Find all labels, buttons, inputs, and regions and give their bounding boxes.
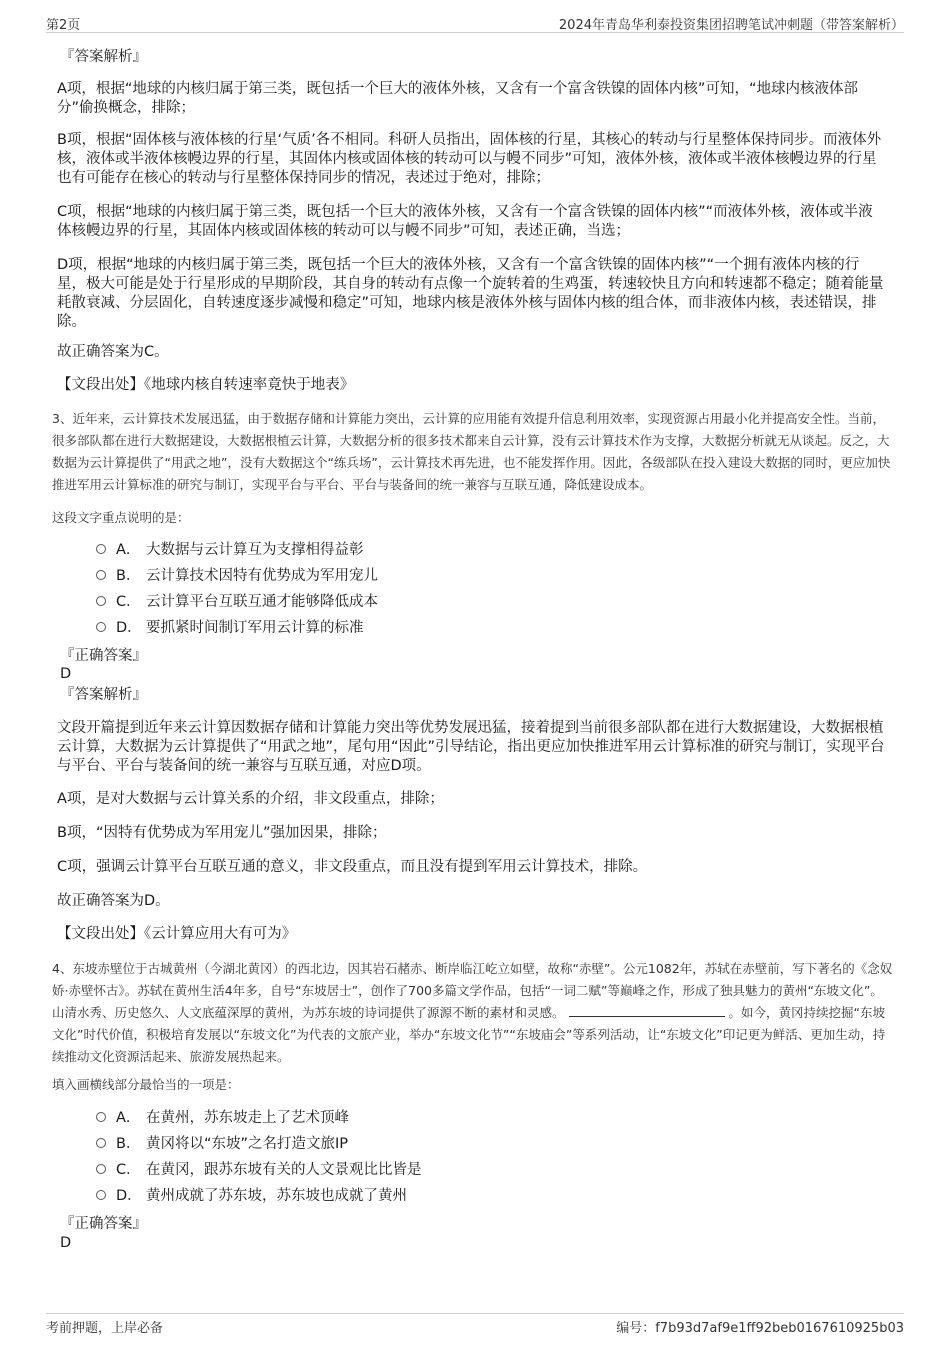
analysis-paragraph-b: B项，“因特有优势成为军用宠儿”强加因果，排除； <box>57 825 387 841</box>
analysis-paragraph-b: B项，根据“固体核与液体核的行星‘气质’各不相同。科研人员指出，固体核的行星，其核心的转动与行星整体保持同步。而液体外核，液体或半液体核幔边界的行星，其固体内核或固体核的转动可以与幔不同步”可知，液体外核，液体或半液体核幔边界的行星也有可能存在核心的转动与行星整体保持同步的情况，表述过于绝对，排除； <box>57 132 882 186</box>
question-stem: 填入画横线部分最恰当的一项是： <box>52 1077 240 1092</box>
analysis-mark: 『答案解析』 <box>60 49 147 65</box>
option-c[interactable]: C． 在黄冈，跟苏东坡有关的人文景观比比皆是 <box>96 1160 422 1180</box>
radio-icon[interactable] <box>96 1190 106 1200</box>
option-a[interactable]: A． 在黄州，苏东坡走上了艺术顶峰 <box>96 1108 349 1128</box>
document-code: 编号：f7b93d7af9e1ff92beb0167610925b03 <box>616 1321 904 1336</box>
option-d[interactable]: D． 要抓紧时间制订军用云计算的标准 <box>96 618 364 638</box>
conclusion: 故正确答案为D。 <box>57 893 170 909</box>
source-citation: 【文段出处】《云计算应用大有可为》 <box>57 926 297 942</box>
answer-value: D <box>60 666 72 682</box>
answer-value: D <box>60 1235 72 1251</box>
answer-mark: 『正确答案』 <box>60 648 147 664</box>
radio-icon[interactable] <box>96 1138 106 1148</box>
option-c[interactable]: C． 云计算平台互联互通才能够降低成本 <box>96 592 378 612</box>
analysis-mark: 『答案解析』 <box>60 687 147 703</box>
radio-icon[interactable] <box>96 622 106 632</box>
page-footer <box>46 1313 904 1334</box>
analysis-paragraph-a: A项，是对大数据与云计算关系的介绍，非文段重点，排除； <box>57 791 444 807</box>
question-passage: 4、东坡赤壁位于古城黄州（今湖北黄冈）的西北边，因其岩石赭赤、断岸临江屹立如壁，故称“赤壁”。公元1082年，苏轼在赤壁前，写下著名的《念奴娇·赤壁怀古》。苏轼在黄州生活4年多，自号“东坡居士”，创作了700多篇文学作品，包括“一词二赋”等巅峰之作，形成了独具魅力的黄州“东坡文化”。山清水秀、历史悠久、人文底蕴深厚的黄州，为苏东坡的诗词提供了源源不断的素材和灵感。 。如今，黄冈持续挖掘“东坡文化”时代价值，积极培育发展以“东坡文化”为代表的文旅产业，举办“东坡文化节”“东坡庙会”等系列活动，让“东坡文化”印记更为鲜活、更加生动，持续推动文化资源活起来、旅游发展热起来。 <box>52 961 893 1064</box>
option-b[interactable]: B． 云计算技术因特有优势成为军用宠儿 <box>96 566 378 586</box>
radio-icon[interactable] <box>96 570 106 580</box>
analysis-main: 文段开篇提到近年来云计算因数据存储和计算能力突出等优势发展迅猛，接着提到当前很多部队都在进行大数据建设，大数据根植云计算，大数据为云计算提供了“用武之地”，尾句用“因此”引导结论，指出更应加快推进军用云计算标准的研究与制订，实现平台与平台、平台与装备间的统一兼容与互联互通，对应D项。 <box>57 720 885 774</box>
option-b[interactable]: B． 黄冈将以“东坡”之名打造文旅IP <box>96 1134 348 1154</box>
page-header <box>46 12 904 33</box>
analysis-paragraph-d: D项，根据“地球的内核归属于第三类，既包括一个巨大的液体外核，又含有一个富含铁镍的固体内核”“一个拥有液体内核的行星，极大可能是处于行星形成的早期阶段，其自身的转动有点像一个旋转着的生鸡蛋，转速较快且方向和转速都不稳定；随着能量耗散衰减、分层固化，自转速度逐步减慢和稳定”可知，地球内核是液体外核与固体内核的组合体，而非液体内核，表述错误，排除。 <box>57 257 884 330</box>
radio-icon[interactable] <box>96 544 106 554</box>
radio-icon[interactable] <box>96 1112 106 1122</box>
footer-slogan: 考前押题，上岸必备 <box>46 1321 164 1336</box>
conclusion: 故正确答案为C。 <box>57 344 169 360</box>
analysis-paragraph-c: C项，强调云计算平台互联互通的意义，非文段重点，而且没有提到军用云计算技术，排除。 <box>57 859 648 875</box>
source-citation: 【文段出处】《地球内核自转速率竟快于地表》 <box>57 377 355 393</box>
question-stem: 这段文字重点说明的是： <box>52 510 190 525</box>
radio-icon[interactable] <box>96 1164 106 1174</box>
question-passage: 3、近年来，云计算技术发展迅猛，由于数据存储和计算能力突出，云计算的应用能有效提升信息利用效率，实现资源占用最小化并提高安全性。当前，很多部队都在进行大数据建设，大数据根植云计算，大数据分析的很多技术都来自云计算，没有云计算技术作为支撑，大数据分析就无从谈起。反之，大数据为云计算提供了“用武之地”，没有大数据这个“练兵场”，云计算技术再先进，也不能发挥作用。因此，各级部队在投入建设大数据的同时，更应加快推进军用云计算标准的研究与制订，实现平台与平台、平台与装备间的统一兼容与互联互通，降低建设成本。 <box>52 411 891 492</box>
option-a[interactable]: A． 大数据与云计算互为支撑相得益彰 <box>96 540 364 560</box>
page-number: 第2页 <box>46 18 81 33</box>
document-title: 2024年青岛华利泰投资集团招聘笔试冲刺题（带答案解析） <box>558 18 904 33</box>
radio-icon[interactable] <box>96 596 106 606</box>
answer-mark: 『正确答案』 <box>60 1216 147 1232</box>
analysis-paragraph-c: C项，根据“地球的内核归属于第三类，既包括一个巨大的液体外核，又含有一个富含铁镍的固体内核”“而液体外核，液体或半液体核幔边界的行星，其固体内核或固体核的转动可以与幔不同步”可知，表述正确，当选； <box>57 204 873 239</box>
analysis-paragraph-a: A项，根据“地球的内核归属于第三类，既包括一个巨大的液体外核，又含有一个富含铁镍的固体内核”可知，“地球内核液体部分”偷换概念，排除； <box>57 81 858 116</box>
option-d[interactable]: D． 黄州成就了苏东坡，苏东坡也成就了黄州 <box>96 1186 407 1206</box>
fill-blank-line <box>569 1004 725 1017</box>
